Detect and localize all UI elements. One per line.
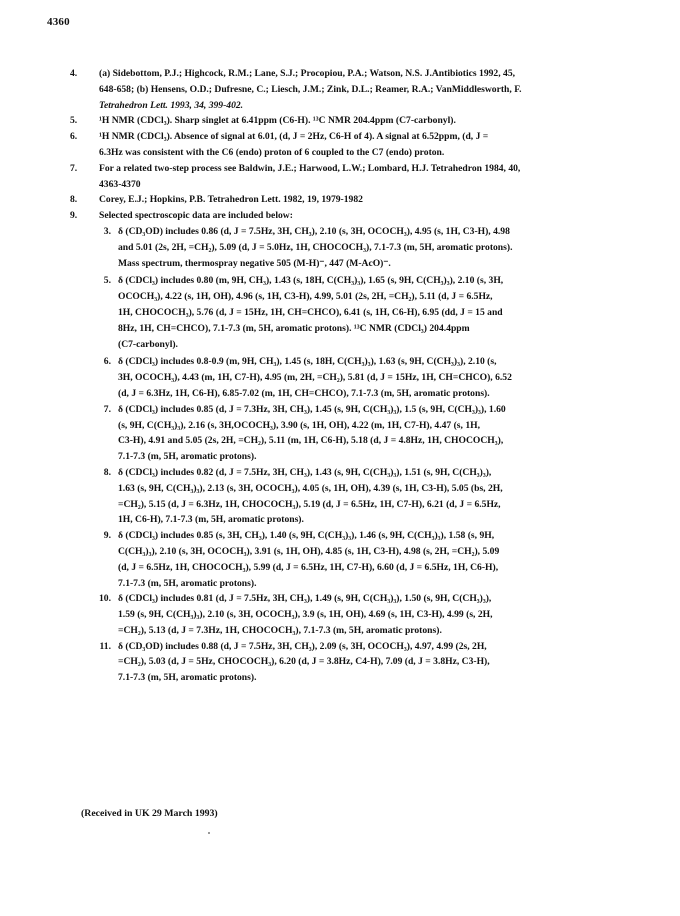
spectrum-entry-5 [70, 273, 630, 352]
note-line: Selected spectroscopic data are included below: [99, 210, 293, 222]
spectrum-entry-10 [70, 591, 630, 638]
spectrum-line: (d, J = 6.3Hz, 1H, C6-H), 6.85-7.02 (m, 1H, CH=CHCO), 7.1-7.3 (m, 5H, aromatic protons). [118, 387, 490, 399]
spectrum-line: C(CH₃)₃), 2.10 (s, 3H, OCOCH₃), 3.91 (s, 1H, OH), 4.85 (s, 1H, C3-H), 4.98 (s, 2H, =CH₂), 5.09 [118, 545, 500, 557]
spectrum-line: 7.1-7.3 (m, 5H, aromatic protons). [118, 672, 257, 684]
spectrum-number: 7. [103, 403, 111, 415]
spectrum-line: (s, 9H, C(CH₃)₃), 2.16 (s, 3H,OCOCH₃), 3.90 (s, 1H, OH), 4.22 (m, 1H, C7-H), 4.47 (s, 1H, [118, 419, 480, 431]
note-line: ¹H NMR (CDCl₃). Absence of signal at 6.01, (d, J = 2Hz, C6-H of 4). A signal at 6.52ppm, (d, J = [99, 131, 489, 143]
note-4 [70, 66, 630, 113]
spectrum-line: δ (CDCl₃) includes 0.80 (m, 9H, CH₃), 1.43 (s, 18H, C(CH₃)₃), 1.65 (s, 9H, C(CH₃)₃), 2.10 (s, 3H, [118, 275, 504, 287]
spectrum-number: 3. [103, 225, 111, 237]
spectrum-line: Mass spectrum, thermospray negative 505 (M-H)⁻, 447 (M-AcO)⁻. [118, 257, 391, 269]
scan-speck [208, 832, 210, 834]
page-number: 4360 [47, 16, 70, 28]
spectrum-number: 10. [99, 593, 111, 605]
spectrum-line: δ (CD₃OD) includes 0.86 (d, J = 7.5Hz, 3H, CH₃), 2.10 (s, 3H, OCOCH₃), 4.95 (s, 1H, C3-H), 4.98 [118, 225, 510, 237]
spectrum-line: 1.59 (s, 9H, C(CH₃)₃), 2.10 (s, 3H, OCOCH₃), 3.9 (s, 1H, OH), 4.69 (s, 1H, C3-H), 4.99 (s, 2H, [118, 609, 493, 621]
spectrum-line: δ (CDCl₃) includes 0.81 (d, J = 7.5Hz, 3H, CH₃), 1.49 (s, 9H, C(CH₃)₃), 1.50 (s, 9H, C(CH₃)₃), [118, 593, 492, 605]
note-7 [70, 161, 630, 193]
spectrum-line: C3-H), 4.91 and 5.05 (2s, 2H, =CH₂), 5.11 (m, 1H, C6-H), 5.18 (d, J = 4.8Hz, 1H, CHOCOCH₃), [118, 435, 504, 447]
spectrum-line: =CH₂), 5.13 (d, J = 7.3Hz, 1H, CHOCOCH₃), 7.1-7.3 (m, 5H, aromatic protons). [118, 624, 442, 636]
spectrum-entry-3 [70, 224, 630, 271]
note-line: 648-658; (b) Hensens, O.D.; Dufresne, C.; Liesch, J.M.; Zink, D.L.; Reamer, R.A.; VanMiddlesworth, F. [99, 83, 522, 95]
spectrum-number: 5. [103, 275, 111, 287]
note-line: ¹H NMR (CDCl₃). Sharp singlet at 6.41ppm (C6-H). ¹³C NMR 204.4ppm (C7-carbonyl). [99, 115, 456, 127]
spectrum-line: and 5.01 (2s, 2H, =CH₂), 5.09 (d, J = 5.0Hz, 1H, CHOCOCH₃), 7.1-7.3 (m, 5H, aromatic protons). [118, 241, 513, 253]
spectrum-line: δ (CDCl₃) includes 0.85 (s, 3H, CH₃), 1.40 (s, 9H, C(CH₃)₃), 1.46 (s, 9H, C(CH₃)₃), 1.58 (s, 9H, [118, 530, 495, 542]
note-number: 5. [70, 115, 78, 127]
spectrum-line: OCOCH₃), 4.22 (s, 1H, OH), 4.96 (s, 1H, C3-H), 4.99, 5.01 (2s, 2H, =CH₂), 5.11 (d, J = 6.5Hz, [118, 291, 493, 303]
note-number: 9. [70, 210, 78, 222]
note-line: 6.3Hz was consistent with the C6 (endo) proton of 6 coupled to the C7 (endo) proton. [99, 146, 445, 158]
spectrum-line: (C7-carbonyl). [118, 338, 178, 350]
spectrum-entry-8 [70, 465, 630, 528]
spectrum-number: 6. [103, 356, 111, 368]
spectrum-line: δ (CDCl₃) includes 0.82 (d, J = 7.5Hz, 3H, CH₃), 1.43 (s, 9H, C(CH₃)₃), 1.51 (s, 9H, C(CH₃)₃), [118, 466, 492, 478]
spectrum-line: δ (CDCl₃) includes 0.8-0.9 (m, 9H, CH₃), 1.45 (s, 18H, C(CH₃)₃), 1.63 (s, 9H, C(CH₃)₃), 2.10 (s, [118, 356, 497, 368]
spectrum-line: 1H, CHOCOCH₃), 5.76 (d, J = 15Hz, 1H, CH=CHCO), 6.41 (s, 1H, C6-H), 6.95 (dd, J = 15 and [118, 306, 503, 318]
spectrum-line: 7.1-7.3 (m, 5H, aromatic protons). [118, 577, 257, 589]
spectrum-number: 9. [103, 530, 111, 542]
spectrum-line: 1.63 (s, 9H, C(CH₃)₃), 2.13 (s, 3H, OCOCH₃), 4.05 (s, 1H, OH), 4.39 (s, 1H, C3-H), 5.05 (bs, 2H, [118, 482, 503, 494]
spectrum-entry-11 [70, 639, 630, 686]
spectrum-line: =CH₂), 5.03 (d, J = 5Hz, CHOCOCH₃), 6.20 (d, J = 3.8Hz, C4-H), 7.09 (d, J = 3.8Hz, C3-H), [118, 656, 490, 668]
note-number: 4. [70, 68, 78, 79]
spectrum-number: 8. [103, 466, 111, 478]
reference-notes [70, 66, 630, 686]
spectrum-entry-6 [70, 354, 630, 401]
spectrum-line: δ (CDCl₃) includes 0.85 (d, J = 7.3Hz, 3H, CH₃), 1.45 (s, 9H, C(CH₃)₃), 1.5 (s, 9H, C(CH₃)₃), 1.60 [118, 403, 506, 415]
spectrum-line: (d, J = 6.5Hz, 1H, CHOCOCH₃), 5.99 (d, J = 6.5Hz, 1H, C7-H), 6.60 (d, J = 6.5Hz, 1H, C6-H), [118, 561, 499, 573]
note-line: Corey, E.J.; Hopkins, P.B. Tetrahedron Lett. 1982, 19, 1979-1982 [99, 194, 363, 206]
spectrum-entry-7 [70, 402, 630, 465]
note-number: 8. [70, 194, 78, 206]
note-9 [70, 208, 630, 224]
note-5 [70, 113, 630, 129]
spectrum-number: 11. [99, 640, 111, 652]
note-8 [70, 192, 630, 208]
spectrum-line: 3H, OCOCH₃), 4.43 (m, 1H, C7-H), 4.95 (m, 2H, =CH₂), 5.81 (d, J = 15Hz, 1H, CH=CHCO), 6.52 [118, 372, 512, 384]
note-line: (a) Sidebottom, P.J.; Highcock, R.M.; Lane, S.J.; Procopiou, P.A.; Watson, N.S. J.Antibiotics 1992, 45, [99, 68, 516, 79]
received-date-note: (Received in UK 29 March 1993) [81, 808, 218, 819]
spectrum-line: 8Hz, 1H, CH=CHCO), 7.1-7.3 (m, 5H, aromatic protons). ¹³C NMR (CDCl₃) 204.4ppm [118, 322, 470, 334]
note-line: For a related two-step process see Baldwin, J.E.; Harwood, L.W.; Lombard, H.J. Tetrahedron 1984, 40, [99, 162, 521, 174]
note-line: 4363-4370 [99, 178, 141, 190]
note-line: Tetrahedron Lett. 1993, 34, 399-402. [99, 99, 244, 111]
spectrum-line: 7.1-7.3 (m, 5H, aromatic protons). [118, 451, 257, 463]
spectrum-line: =CH₂), 5.15 (d, J = 6.3Hz, 1H, CHOCOCH₃), 5.19 (d, J = 6.5Hz, 1H, C7-H), 6.21 (d, J = 6.5Hz, [118, 498, 501, 510]
spectrum-line: δ (CD₃OD) includes 0.88 (d, J = 7.5Hz, 3H, CH₃), 2.09 (s, 3H, OCOCH₃), 4.97, 4.99 (2s, 2H, [118, 640, 487, 652]
spectrum-line: 1H, C6-H), 7.1-7.3 (m, 5H, aromatic protons). [118, 514, 304, 526]
spectrum-entry-9 [70, 528, 630, 591]
note-number: 7. [70, 162, 78, 174]
note-6 [70, 129, 630, 161]
note-number: 6. [70, 131, 78, 143]
